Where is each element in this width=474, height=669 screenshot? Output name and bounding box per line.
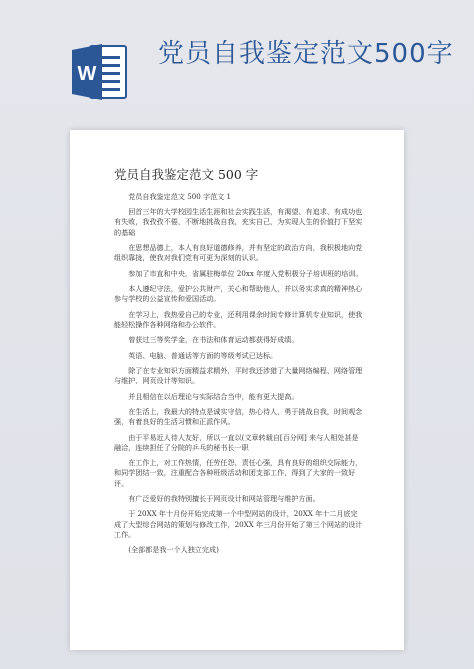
paragraph: 有广泛爱好的我特别擅长于网页设计和网站管理与维护方面。 xyxy=(128,493,320,503)
document-subtitle: 党员自我鉴定范文 500 字范文 1 xyxy=(128,192,232,201)
paragraph: 除了在专业知识方面精益求精外，平时我还涉猎了大量网络编程、网络管理与维护、网页设计等知识。 xyxy=(114,365,363,386)
svg-text:W: W xyxy=(77,63,97,85)
paragraph: 本人遵纪守法，爱护公共财产，关心和帮助他人，并以务实求真的精神热心参与学校的公益宣传和爱国活动。 xyxy=(114,283,363,304)
paragraph: 回首三年的大学校园生活生涯和社会实践生活，有渴望、有追求、有成功也有失败，我孜孜不倦，不断地挑战自我，充实自己，为实现人生的价值打下坚实的基础 xyxy=(114,207,363,237)
paragraph: (全部都是我一个人独立完成) xyxy=(128,545,219,555)
paragraph: 曾获过三等奖学金，在书法和体育运动都获得好成绩。 xyxy=(128,335,299,345)
header xyxy=(0,0,474,130)
paragraph: 并且相信在以后理论与实际结合当中，能有更大提高。 xyxy=(128,391,299,401)
paragraph: 在学习上，我热爱自己的专业，还利用课余时间专修计算机专业知识，使我能轻松操作各种网络和办公软件。 xyxy=(114,309,363,329)
document-page xyxy=(70,130,404,650)
document-title: 党员自我鉴定范文 500 字 xyxy=(114,167,259,182)
paragraph: 由于平易近人待人友好，所以一直以(文章转载自[百分网] 来与人相处甚是融洽，连续担任了分院的乒乓的秘书长一职 xyxy=(114,432,359,452)
paragraph: 参加了市直和中央，省属驻梅单位 20xx 年度入党积极分子培训班的培训。 xyxy=(128,268,363,278)
paragraph: 在工作上，对工作热情，任劳任怨，责任心强，具有良好的组织交际能力，和同学团结一致，注重配合各种班级活动和团支部工作，得到了大家的一致好评。 xyxy=(114,458,363,488)
word-icon xyxy=(72,42,128,102)
paragraph: 于 20XX 年十月份开始完成第一个中型网站的设计，20XX 年十二月底完成了大型综合网站的策划与修改工作，20XX 年三月份开始了第三个网站的设计工作。 xyxy=(114,509,363,539)
paragraph: 在生活上，我最大的特点是诚实守信，热心待人，勇于挑战自我，时间观念强，有着良好的生活习惯和正派作风。 xyxy=(114,406,363,427)
paragraph: 在思想品德上，本人有良好道德修养，并有坚定的政治方向，我积极地向党组织靠拢，使我对我们党有可更为深刻的认识。 xyxy=(114,243,363,263)
page-title: 党员自我鉴定范文500字 xyxy=(158,39,454,69)
document-body xyxy=(114,192,364,561)
paragraph: 英语、电脑、普通话等方面的等级考试已达标。 xyxy=(128,350,278,360)
